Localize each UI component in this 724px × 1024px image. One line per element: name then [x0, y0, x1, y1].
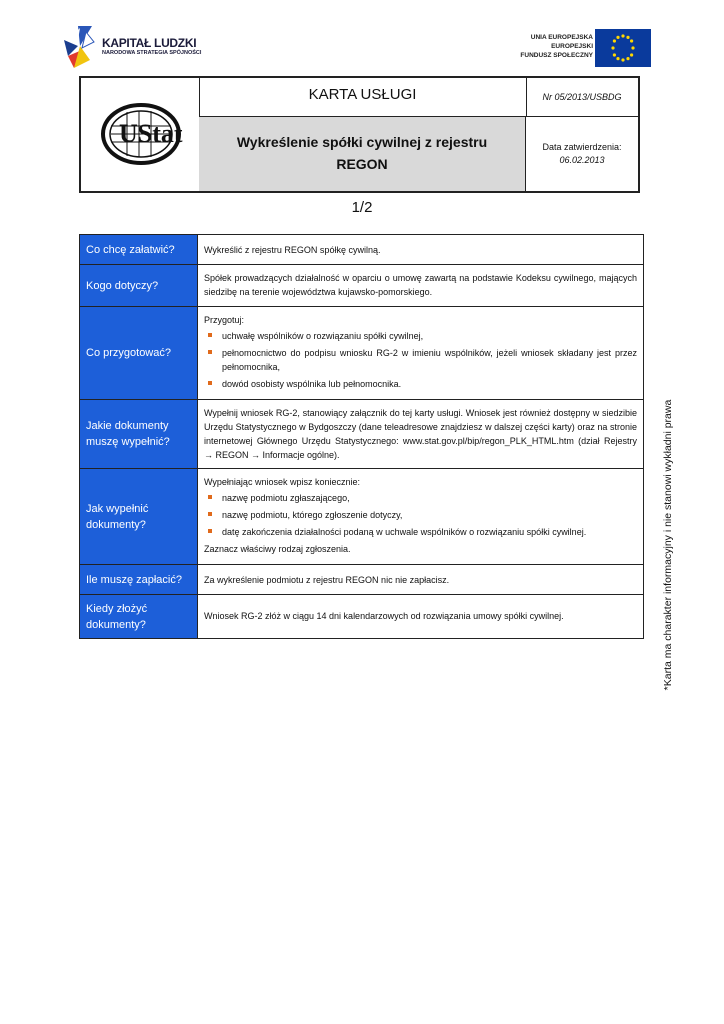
row-label: Jak wypełnić dokumenty? [80, 469, 198, 564]
table-row [80, 595, 643, 638]
legal-disclaimer [658, 382, 678, 708]
table-row [80, 235, 643, 265]
row-content [198, 235, 643, 264]
eu-logo [500, 28, 655, 68]
row-content [198, 595, 643, 638]
kapital-ludzki-title: KAPITAŁ LUDZKI [102, 36, 197, 50]
row-content [198, 265, 643, 306]
table-row [80, 265, 643, 307]
row-label: Ile muszę zapłacić? [80, 565, 198, 594]
approval-info [526, 117, 638, 191]
list-item: dowód osobisty wspólnika lub pełnomocnika. [204, 377, 637, 391]
row-label: Kiedy złożyć dokumenty? [80, 595, 198, 638]
row-label: Jakie dokumenty muszę wypełnić? [80, 400, 198, 468]
row-text: Wypełnij wniosek RG-2, stanowiący załącznik do tej karty usługi. Wniosek jest również dostępny w siedzibie Urzędu Statystycznego w Bydgoszczy (dane teleadresowe znajdziesz w dalszej części karty) oraz na stronie internetowej Głównego Urzędu Statystycznego: www.stat.gov.pl/bip/regon_PLK_HTML.htm (dział Rejestry → REGON → Informacje ogólne). [204, 408, 637, 460]
row-text: Za wykreślenie podmiotu z rejestru REGON nic nie zapłacisz. [204, 575, 450, 585]
ustat-logo-text: UStat [119, 119, 183, 148]
row-label: Kogo dotyczy? [80, 265, 198, 306]
approval-label: Data zatwierdzenia: [542, 142, 622, 152]
list-item: nazwę podmiotu zgłaszającego, [204, 491, 637, 505]
card-subject [199, 117, 526, 191]
kapital-ludzki-logo [64, 26, 214, 68]
bullet-list [204, 329, 637, 391]
table-row [80, 565, 643, 595]
kapital-ludzki-emblem-icon [64, 26, 100, 68]
card-subject-line1: Wykreślenie spółki cywilnej z rejestru [236, 134, 488, 150]
bullet-list [204, 491, 637, 539]
card-subject-line2: REGON [336, 156, 388, 172]
card-number: Nr 05/2013/USBDG [526, 78, 638, 117]
eu-logo-line1: UNIA EUROPEJSKA [530, 34, 593, 41]
row-text: Wniosek RG-2 złóż w ciągu 14 dni kalendarzowych od rozwiązania umowy spółki cywilnej. [204, 611, 564, 621]
row-content [198, 307, 643, 399]
table-row [80, 400, 643, 469]
eu-flag-icon [595, 29, 651, 67]
eu-logo-line3: FUNDUSZ SPOŁECZNY [520, 52, 593, 59]
list-item: uchwałę wspólników o rozwiązaniu spółki cywilnej, [204, 329, 637, 343]
kapital-ludzki-subtitle: NARODOWA STRATEGIA SPÓJNOŚCI [102, 50, 202, 56]
list-item: pełnomocnictwo do podpisu wniosku RG-2 w imieniu wspólników, jeżeli wniosek składany jest przez pełnomocnika, [204, 346, 637, 374]
ustat-logo-icon [81, 78, 199, 191]
ustat-logo [81, 78, 200, 191]
row-text: Spółek prowadzących działalność w oparciu o umowę zawartą na podstawie Kodeksu cywilnego, mających siedzibę na terenie województwa kujawsko-pomorskiego. [204, 273, 637, 297]
row-intro: Przygotuj: [204, 315, 245, 325]
service-card-header [79, 76, 640, 193]
row-content [198, 565, 643, 594]
card-title: KARTA USŁUGI [199, 78, 527, 117]
row-text: Wykreślić z rejestru REGON spółkę cywilną. [204, 245, 381, 255]
page-indicator: 1/2 [351, 199, 373, 216]
row-label: Co przygotować? [80, 307, 198, 399]
list-item: datę zakończenia działalności podaną w uchwale wspólników o rozwiązaniu spółki cywilnej. [204, 525, 637, 539]
list-item: nazwę podmiotu, którego zgłoszenie dotyczy, [204, 508, 637, 522]
row-label: Co chcę załatwić? [80, 235, 198, 264]
row-content [198, 469, 643, 564]
table-row [80, 469, 643, 565]
row-intro: Wypełniając wniosek wpisz koniecznie: [204, 477, 360, 487]
row-outro: Zaznacz właściwy rodzaj zgłoszenia. [204, 544, 351, 554]
eu-logo-line2: EUROPEJSKI [551, 43, 593, 50]
approval-date: 06.02.2013 [559, 155, 605, 165]
table-row [80, 307, 643, 400]
row-content [198, 400, 643, 468]
legal-disclaimer-text: *Karta ma charakter informacyjny i nie stanowi wykładni prawa [662, 399, 674, 691]
service-info-table [79, 234, 644, 639]
eu-logo-text [520, 33, 593, 60]
